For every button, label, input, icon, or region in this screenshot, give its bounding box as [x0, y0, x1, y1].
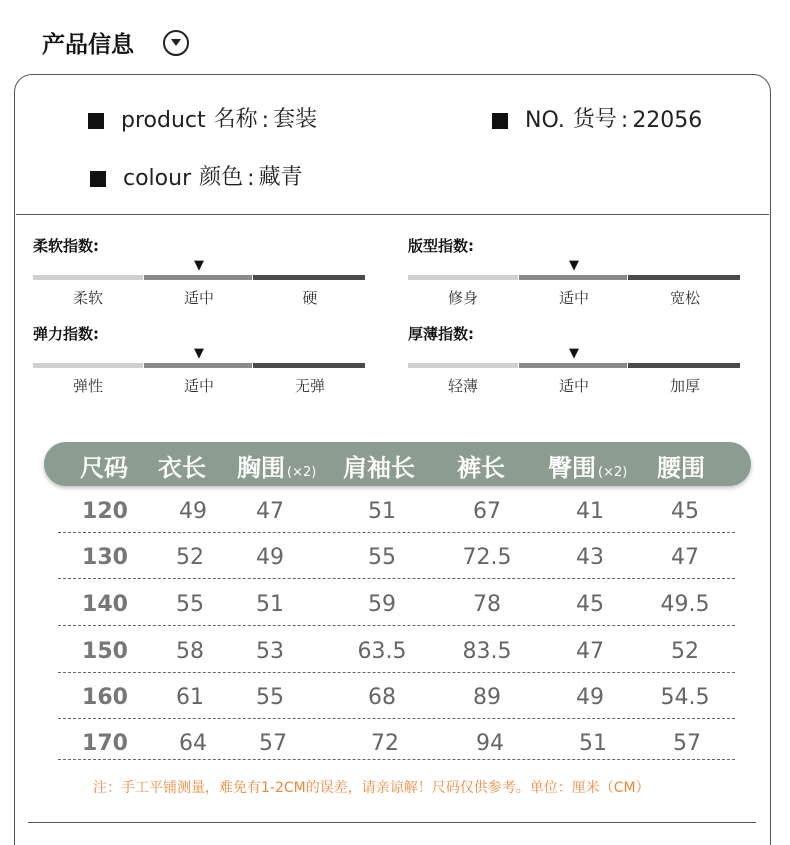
row-divider: [58, 625, 735, 626]
index-label: 厚薄指数:: [408, 325, 474, 343]
index-option: 修身: [447, 289, 478, 307]
cell-size: 130: [82, 545, 128, 570]
index-bar-high: [253, 275, 365, 280]
cell-waist: 52: [671, 639, 699, 664]
index-bar-mid: [144, 363, 252, 368]
cell-shoulder-sleeve: 63.5: [357, 639, 407, 664]
info-colour: colour 颜色 : 藏青: [90, 160, 303, 191]
cell-chest: 47: [256, 499, 284, 524]
index-option: 适中: [183, 377, 214, 395]
table-row: [0, 583, 790, 629]
selected-marker-icon: ▼: [569, 346, 579, 361]
index-bar-low: [33, 275, 143, 280]
cell-shoulder-sleeve: 68: [368, 685, 396, 710]
info-product-en: product: [121, 108, 206, 133]
column-header-size: 尺码: [80, 454, 128, 482]
table-row: [0, 536, 790, 582]
index-bar-high: [253, 363, 365, 368]
cell-length: 61: [176, 685, 204, 710]
index-option: 适中: [558, 377, 589, 395]
bullet-square-icon: [90, 171, 106, 187]
cell-size: 160: [82, 685, 128, 710]
cell-chest: 53: [256, 639, 284, 664]
info-colour-value: 藏青: [258, 165, 303, 190]
index-bar-mid: [144, 275, 252, 280]
index-option: 轻薄: [447, 377, 478, 395]
cell-hip: 49: [576, 685, 604, 710]
cell-hip: 47: [576, 639, 604, 664]
cell-pants-length: 67: [473, 499, 501, 524]
index-bar-low: [408, 363, 518, 368]
cell-length: 49: [179, 499, 207, 524]
page-title: 产品信息: [42, 32, 134, 58]
info-number-value: 22056: [632, 108, 703, 133]
selected-marker-icon: ▼: [194, 346, 204, 361]
index-bar-low: [408, 275, 518, 280]
info-number-cn: 货号: [572, 107, 617, 132]
index-option: 柔软: [72, 289, 103, 307]
cell-length: 64: [179, 731, 207, 756]
info-number: NO. 货号 : 22056: [492, 102, 702, 133]
bullet-square-icon: [492, 113, 508, 129]
info-colour-en: colour: [123, 166, 192, 191]
row-divider: [58, 532, 735, 533]
cell-chest: 51: [256, 592, 284, 617]
cell-length: 55: [176, 592, 204, 617]
row-divider: [58, 672, 735, 673]
row-divider: [58, 578, 735, 579]
cell-waist: 57: [673, 731, 701, 756]
cell-waist: 54.5: [660, 685, 710, 710]
info-number-en: NO.: [525, 108, 565, 133]
cell-chest: 57: [259, 731, 287, 756]
index-bar-high: [628, 363, 740, 368]
size-table-header: [44, 442, 751, 486]
index-option: 宽松: [669, 289, 700, 307]
cell-waist: 47: [671, 545, 699, 570]
cell-shoulder-sleeve: 51: [368, 499, 396, 524]
cell-waist: 45: [671, 499, 699, 524]
cell-chest: 49: [256, 545, 284, 570]
cell-length: 58: [176, 639, 204, 664]
cell-waist: 49.5: [660, 592, 710, 617]
index-option: 弹性: [72, 377, 103, 395]
info-colour-cn: 颜色: [199, 165, 244, 190]
index-option: 适中: [558, 289, 589, 307]
index-option: 适中: [183, 289, 214, 307]
column-header-pants-length: 裤长: [457, 454, 505, 482]
cell-pants-length: 83.5: [462, 639, 512, 664]
index-option: 无弹: [294, 377, 325, 395]
cell-hip: 43: [576, 545, 604, 570]
cell-size: 140: [82, 592, 128, 617]
row-divider: [58, 718, 735, 719]
column-header-shoulder-sleeve: 肩袖长: [343, 454, 415, 482]
cell-pants-length: 72.5: [462, 545, 512, 570]
bottom-divider: [28, 822, 756, 823]
column-header-length: 衣长: [158, 454, 206, 482]
bullet-square-icon: [88, 113, 104, 129]
cell-shoulder-sleeve: 72: [371, 731, 399, 756]
chevron-down-icon[interactable]: [163, 30, 189, 56]
cell-pants-length: 89: [473, 685, 501, 710]
column-header-hip: 臀围 (×2): [548, 454, 628, 482]
cell-hip: 41: [576, 499, 604, 524]
index-bar-mid: [519, 275, 627, 280]
cell-shoulder-sleeve: 55: [368, 545, 396, 570]
index-option: 加厚: [669, 377, 700, 395]
selected-marker-icon: ▼: [569, 258, 579, 273]
info-product-value: 套装: [273, 107, 318, 132]
cell-chest: 55: [256, 685, 284, 710]
column-header-waist: 腰围: [657, 454, 705, 482]
info-divider: [16, 214, 769, 215]
index-option: 硬: [302, 289, 318, 307]
index-label: 弹力指数:: [33, 325, 99, 343]
table-row: [0, 676, 790, 722]
cell-shoulder-sleeve: 59: [368, 592, 396, 617]
index-label: 版型指数:: [408, 237, 474, 255]
row-divider: [58, 759, 735, 760]
index-label: 柔软指数:: [33, 237, 99, 255]
info-product: product 名称 : 套装: [88, 102, 317, 133]
index-bar-high: [628, 275, 740, 280]
table-row: [0, 490, 790, 536]
index-bar-mid: [519, 363, 627, 368]
info-product-cn: 名称: [213, 107, 258, 132]
table-row: [0, 630, 790, 676]
index-bar-low: [33, 363, 143, 368]
selected-marker-icon: ▼: [194, 258, 204, 273]
cell-pants-length: 94: [476, 731, 504, 756]
measurement-note: 注：手工平铺测量，难免有1-2CM的误差，请亲谅解！尺码仅供参考。单位：厘米（CM）: [93, 780, 650, 796]
cell-pants-length: 78: [473, 592, 501, 617]
table-row: [0, 722, 790, 768]
cell-length: 52: [176, 545, 204, 570]
cell-hip: 51: [579, 731, 607, 756]
cell-size: 120: [82, 499, 128, 524]
column-header-chest: 胸围 (×2): [237, 454, 317, 482]
cell-size: 170: [82, 731, 128, 756]
cell-hip: 45: [576, 592, 604, 617]
cell-size: 150: [82, 639, 128, 664]
